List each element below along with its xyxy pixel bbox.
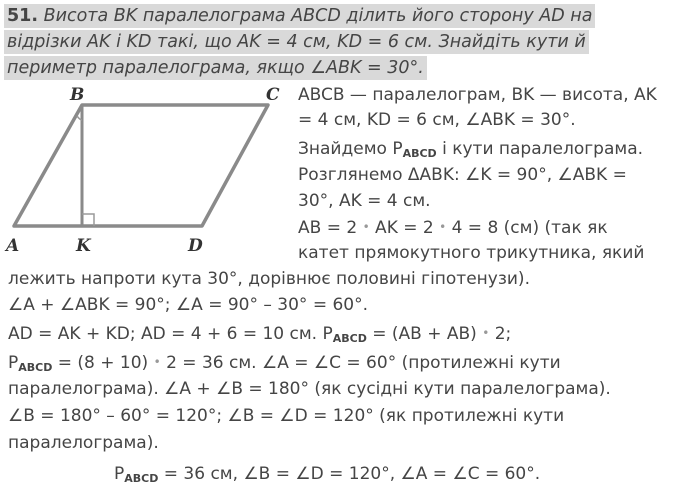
text-part: AD = AK + KD; AD = 4 + 6 = 10 см. P — [8, 324, 333, 344]
task-line-2: відрізки AK і KD такі, що AK = 4 см, KD = 6 см. Знайдіть кути й — [4, 30, 589, 54]
text-part: 2 = 36 см. ∠A = ∠C = 60° (протилежні кути — [160, 353, 561, 373]
text-part: Знайдемо P — [298, 139, 403, 159]
solution-line-7: катет прямокутного трикутника, який — [298, 243, 645, 263]
solution-line-9: ∠A + ∠ABK = 90°; ∠A = 90° – 30° = 60°. — [8, 295, 368, 315]
perimeter-subscript: ABCD — [332, 332, 367, 345]
task-text-1: Висота BK паралелограма ABCD ділить його сторону AD на — [43, 6, 593, 26]
label-a: A — [6, 236, 20, 256]
text-part: 2; — [489, 324, 512, 344]
multiply-dot: • — [482, 326, 490, 340]
text-part: P — [114, 464, 125, 484]
solution-line-3 — [298, 138, 643, 165]
text-part: = (8 + 10) — [52, 353, 154, 373]
multiply-dot: • — [362, 220, 370, 234]
label-d: D — [188, 236, 203, 256]
multiply-dot: • — [439, 220, 447, 234]
right-angle-mark — [82, 214, 94, 226]
text-part: P — [8, 353, 19, 373]
solution-line-8: лежить напроти кута 30°, дорівнює половині гіпотенузи). — [8, 269, 530, 289]
label-c: C — [266, 85, 280, 105]
text-part: = 36 см, ∠B = ∠D = 120°, ∠A = ∠C = 60°. — [158, 464, 541, 484]
text-part: і кути паралелограма. — [436, 139, 644, 159]
solution-line-2: = 4 см, KD = 6 см, ∠ABK = 30°. — [298, 110, 576, 130]
perimeter-subscript: ABCD — [402, 147, 437, 160]
label-b: B — [70, 85, 85, 105]
solution-line-14: паралелограма). — [8, 433, 159, 453]
task-line-3: периметр паралелограма, якщо ∠ABK = 30°. — [4, 56, 427, 80]
text-part: AK = 2 — [369, 218, 440, 238]
solution-line-5: 30°, AK = 4 см. — [298, 191, 431, 211]
task-line-1 — [4, 4, 595, 28]
solution-line-12: паралелограма). ∠A + ∠B = 180° (як сусідні кути паралелограма). — [8, 379, 611, 399]
perimeter-subscript: ABCD — [124, 472, 159, 485]
text-part: 4 = 8 (см) (так як — [446, 218, 608, 238]
solution-line-4: Розглянемо ΔABK: ∠K = 90°, ∠ABK = — [298, 165, 627, 185]
solution-line-1: ABCB — паралелограм, BK — висота, AK — [298, 85, 657, 105]
solution-line-13: ∠B = 180° – 60° = 120°; ∠B = ∠D = 120° (як протилежні кути — [8, 406, 565, 426]
solution-line-6 — [298, 216, 608, 239]
answer-line — [114, 463, 540, 490]
solution-line-11 — [8, 351, 561, 379]
label-k: K — [76, 236, 91, 256]
perimeter-subscript: ABCD — [18, 361, 53, 374]
parallelogram-abcd — [14, 105, 268, 226]
solution-line-10 — [8, 322, 511, 350]
parallelogram-figure — [0, 80, 290, 260]
text-part: = (AB + AB) — [366, 324, 483, 344]
task-number: 51. — [7, 6, 39, 26]
text-part: AB = 2 — [298, 218, 363, 238]
multiply-dot: • — [153, 355, 161, 369]
